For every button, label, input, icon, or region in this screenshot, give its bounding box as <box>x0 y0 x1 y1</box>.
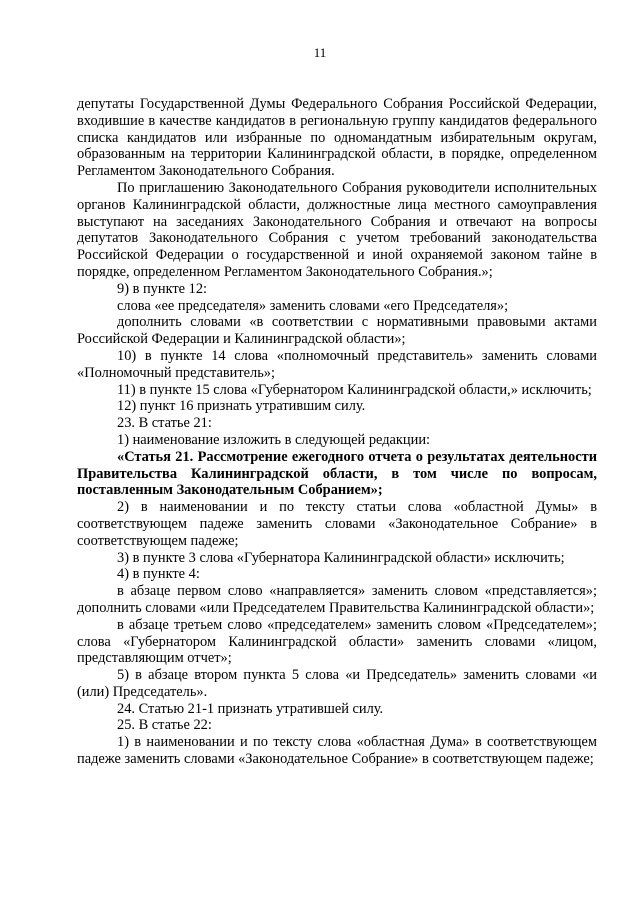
paragraph: 2) в наименовании и по тексту статьи слова «областной Думы» в соответствующем падеже заменить словами «Законодательное Собрание» в соответствующем падеже; <box>77 499 597 549</box>
paragraph: 24. Статью 21-1 признать утратившей силу. <box>117 700 384 717</box>
paragraph: 9) в пункте 12: <box>117 280 208 297</box>
paragraph: 23. В статье 21: <box>117 415 212 432</box>
paragraph: дополнить словами «в соответствии с нормативными правовыми актами Российской Федерации и Калининградской области»; <box>77 314 597 348</box>
paragraph: слова «ее председателя» заменить словами «его Председателя»; <box>117 297 509 314</box>
paragraph: в абзаце третьем слово «председателем» заменить словом «Председателем»; слова «Губернатором Калининградской области» заменить словами «лицом, представляющим отчет»; <box>77 616 597 667</box>
paragraph: депутаты Государственной Думы Федерального Собрания Российской Федерации, входившие в качестве кандидатов в региональную группу кандидатов федерального списка кандидатов или избранные по одномандатным избирательным округам, образованным на территории Калининградской области, в порядке, определенном Регламентом Законодательного Собрания. <box>77 96 597 180</box>
paragraph: 25. В статье 22: <box>117 717 212 734</box>
paragraph: По приглашению Законодательного Собрания руководители исполнительных органов Калининградской области, должностные лица местного самоуправления выступают на заседаниях Законодательного Собрания и отвечают на вопросы депутатов Законодательного Собрания с учетом требований законодательства Российской Федерации о государственной и иной охраняемой законом тайне в порядке, определенном Регламентом Законодательного Собрания.»; <box>77 179 597 280</box>
paragraph: 1) в наименовании и по тексту слова «областная Дума» в соответствующем падеже заменить словами «Законодательное Собрание» в соответствующем падеже; <box>77 734 597 768</box>
page-number: 11 <box>313 45 327 60</box>
paragraph: 11) в пункте 15 слова «Губернатором Калининградской области,» исключить; <box>117 381 592 398</box>
paragraph: 5) в абзаце втором пункта 5 слова «и Председатель» заменить словами «и (или) Председатель». <box>77 667 597 700</box>
paragraph: в абзаце первом слово «направляется» заменить словом «представляется»; дополнить словами «или Председателем Правительства Калининградской области»; <box>77 583 597 616</box>
paragraph: 10) в пункте 14 слова «полномочный представитель» заменить словами «Полномочный представитель»; <box>77 347 597 381</box>
paragraph: 4) в пункте 4: <box>117 566 200 583</box>
paragraph: 1) наименование изложить в следующей редакции: <box>117 431 431 448</box>
paragraph: «Статья 21. Рассмотрение ежегодного отчета о результатах деятельности Правительства Калининградской области, в том числе по вопросам, поставленным Законодательным Собранием»; <box>77 448 597 499</box>
paragraph: 12) пункт 16 признать утратившим силу. <box>117 398 366 415</box>
paragraph: 3) в пункте 3 слова «Губернатора Калининградской области» исключить; <box>117 549 565 566</box>
document-body <box>77 96 597 768</box>
